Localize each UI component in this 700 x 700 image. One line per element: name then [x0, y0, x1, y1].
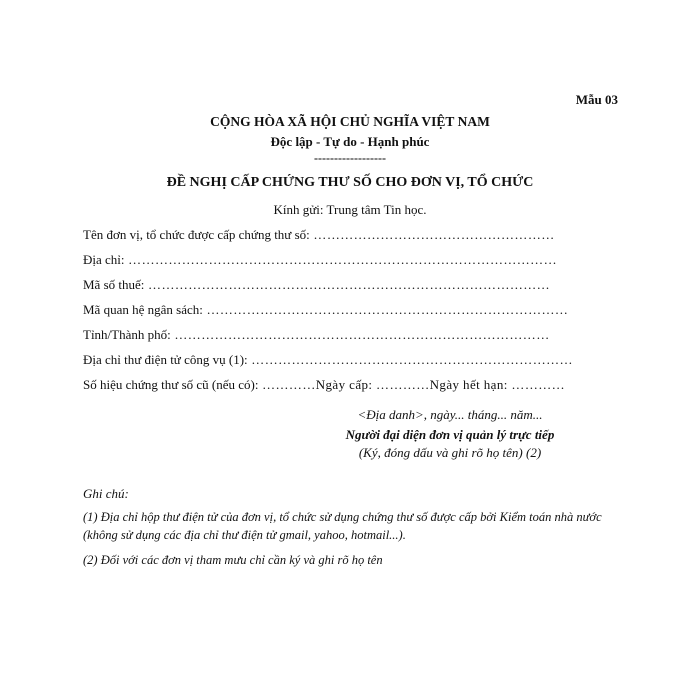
signature-role: Người đại diện đơn vị quản lý trực tiếp — [345, 427, 555, 442]
field-province — [83, 327, 623, 343]
signature-place-date: <Địa danh>, ngày... tháng... năm... — [357, 407, 543, 422]
national-motto: Độc lập - Tự do - Hạnh phúc — [270, 134, 430, 149]
field-blank: ……………………………………………… — [309, 227, 555, 242]
field-blank: …………………………………………………………………………………… — [124, 252, 557, 267]
field-label: Mã quan hệ ngân sách: — [83, 302, 203, 317]
document-title: ĐỀ NGHỊ CẤP CHỨNG THƯ SỐ CHO ĐƠN VỊ, TỔ CHỨC — [166, 175, 534, 190]
note-item: (2) Đối với các đơn vị tham mưu chỉ cần ký và ghi rõ họ tên — [83, 553, 383, 567]
field-blank: ……………………………………………………………… — [247, 352, 573, 367]
field-blank: ……………………………………………………………………………… — [144, 277, 551, 292]
field-blank: …………Ngày cấp: …………Ngày hết hạn: ………… — [258, 377, 566, 392]
field-old-certificate — [83, 377, 623, 393]
field-blank: ……………………………………………………………………… — [202, 302, 569, 317]
field-label: Tỉnh/Thành phố: — [83, 327, 171, 342]
field-label: Số hiệu chứng thư số cũ (nếu có): — [83, 377, 259, 392]
field-label: Tên đơn vị, tổ chức được cấp chứng thư số: — [83, 227, 310, 242]
signature-instruction: (Ký, đóng dấu và ghi rõ họ tên) (2) — [358, 445, 542, 460]
field-tax-code — [83, 277, 623, 293]
form-code: Mẫu 03 — [575, 92, 618, 107]
recipient-line: Kính gửi: Trung tâm Tin học. — [273, 202, 427, 217]
note-item: (1) Địa chỉ hộp thư điện tử của đơn vị, tổ chức sử dụng chứng thư số được cấp bởi Kiểm toán nhà nước (không sử dụng các địa chỉ thư điện tử gmail, yahoo, hotmail...). — [83, 510, 602, 542]
field-blank: ………………………………………………………………………… — [170, 327, 550, 342]
national-title: CỘNG HÒA XÃ HỘI CHỦ NGHĨA VIỆT NAM — [210, 114, 490, 129]
field-label: Địa chỉ thư điện tử công vụ (1): — [83, 352, 248, 367]
header-divider: ------------------ — [314, 151, 386, 165]
field-official-email — [83, 352, 623, 368]
field-address — [83, 252, 623, 268]
field-label: Mã số thuế: — [83, 277, 145, 292]
field-label: Địa chỉ: — [83, 252, 125, 267]
field-organization-name — [83, 227, 623, 243]
notes-heading: Ghi chú: — [83, 486, 129, 501]
field-budget-code — [83, 302, 623, 318]
